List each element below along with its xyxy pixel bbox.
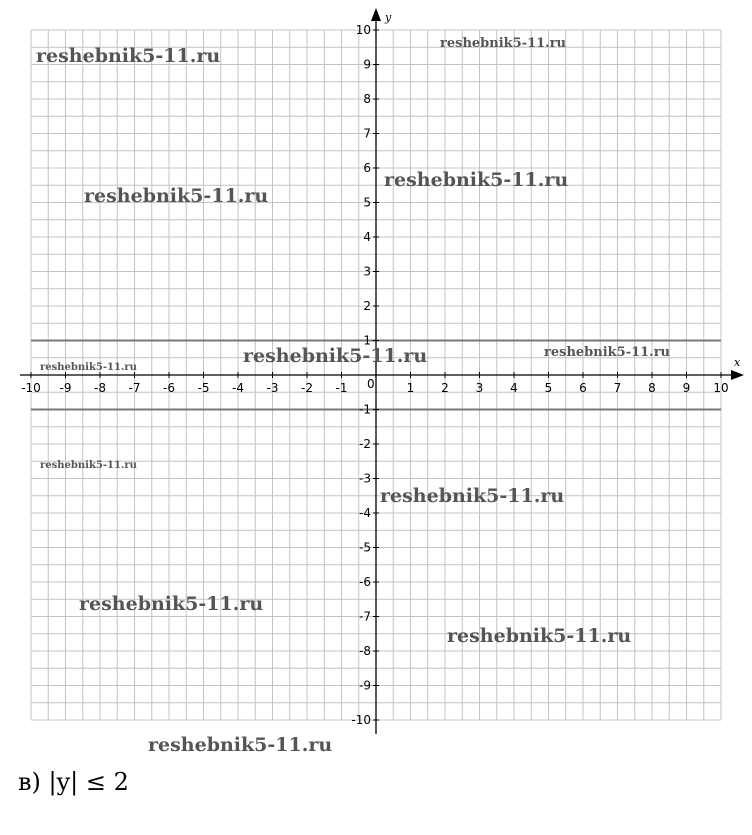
y-tick-label: -1: [359, 402, 371, 417]
y-tick-label: 4: [363, 230, 371, 244]
x-tick-label: -4: [232, 381, 244, 395]
y-tick-label: -7: [359, 609, 371, 624]
y-tick-label: 10: [355, 23, 371, 37]
x-tick-label: 3: [475, 381, 484, 395]
y-tick-label: 2: [363, 299, 371, 313]
x-tick-label: -10: [21, 381, 41, 395]
x-tick-label: -3: [266, 381, 279, 395]
x-tick-label: 5: [544, 381, 553, 395]
watermark: reshebnik5-11.ru: [40, 460, 137, 471]
watermark: reshebnik5-11.ru: [384, 169, 569, 191]
y-axis-arrow: [371, 8, 381, 21]
x-axis-arrow: [731, 370, 744, 380]
x-tick-label: 7: [613, 381, 622, 395]
x-tick-label: 10: [713, 381, 729, 395]
x-tick-label: -8: [94, 381, 106, 395]
x-tick-label: -1: [335, 381, 348, 395]
x-tick-label: -2: [301, 381, 313, 395]
y-tick-label: 9: [363, 57, 371, 72]
watermark: reshebnik5-11.ru: [243, 345, 428, 367]
x-tick-label: -9: [59, 381, 72, 395]
x-tick-label: -7: [128, 381, 141, 395]
watermark: reshebnik5-11.ru: [544, 345, 671, 360]
y-axis-label: y: [385, 11, 392, 24]
y-tick-label: -10: [351, 713, 371, 727]
y-tick-label: -3: [359, 471, 371, 486]
y-tick-label: 8: [363, 92, 371, 106]
y-tick-label: 5: [363, 195, 371, 210]
problem-caption: в) |y| ≤ 2: [18, 768, 129, 796]
y-tick-label: -4: [359, 506, 371, 520]
watermark: reshebnik5-11.ru: [40, 362, 137, 373]
x-tick-label: -6: [163, 381, 175, 395]
watermark: reshebnik5-11.ru: [148, 734, 333, 756]
x-tick-label: 8: [648, 381, 656, 395]
y-tick-label: 1: [363, 333, 371, 348]
watermark: reshebnik5-11.ru: [440, 36, 567, 51]
watermark: reshebnik5-11.ru: [36, 45, 221, 67]
y-tick-label: 6: [363, 161, 371, 175]
y-tick-label: -5: [359, 540, 371, 555]
watermark: reshebnik5-11.ru: [447, 625, 632, 647]
x-tick-label: 6: [579, 381, 587, 395]
x-tick-label: 2: [441, 381, 449, 395]
y-tick-label: -8: [359, 644, 371, 658]
x-tick-label: 1: [406, 381, 415, 395]
y-tick-label: -9: [359, 678, 371, 693]
x-tick-label: 9: [682, 381, 691, 395]
y-tick-label: 7: [363, 126, 371, 141]
x-tick-label: -5: [197, 381, 210, 395]
origin-label: 0: [367, 377, 375, 391]
y-tick-label: 3: [363, 264, 371, 279]
x-tick-label: 4: [510, 381, 518, 395]
x-axis-label: x: [734, 356, 741, 369]
y-tick-label: -2: [359, 437, 371, 451]
y-tick-label: -6: [359, 575, 371, 589]
watermark: reshebnik5-11.ru: [84, 185, 269, 207]
watermark: reshebnik5-11.ru: [380, 485, 565, 507]
watermark: reshebnik5-11.ru: [79, 593, 264, 615]
